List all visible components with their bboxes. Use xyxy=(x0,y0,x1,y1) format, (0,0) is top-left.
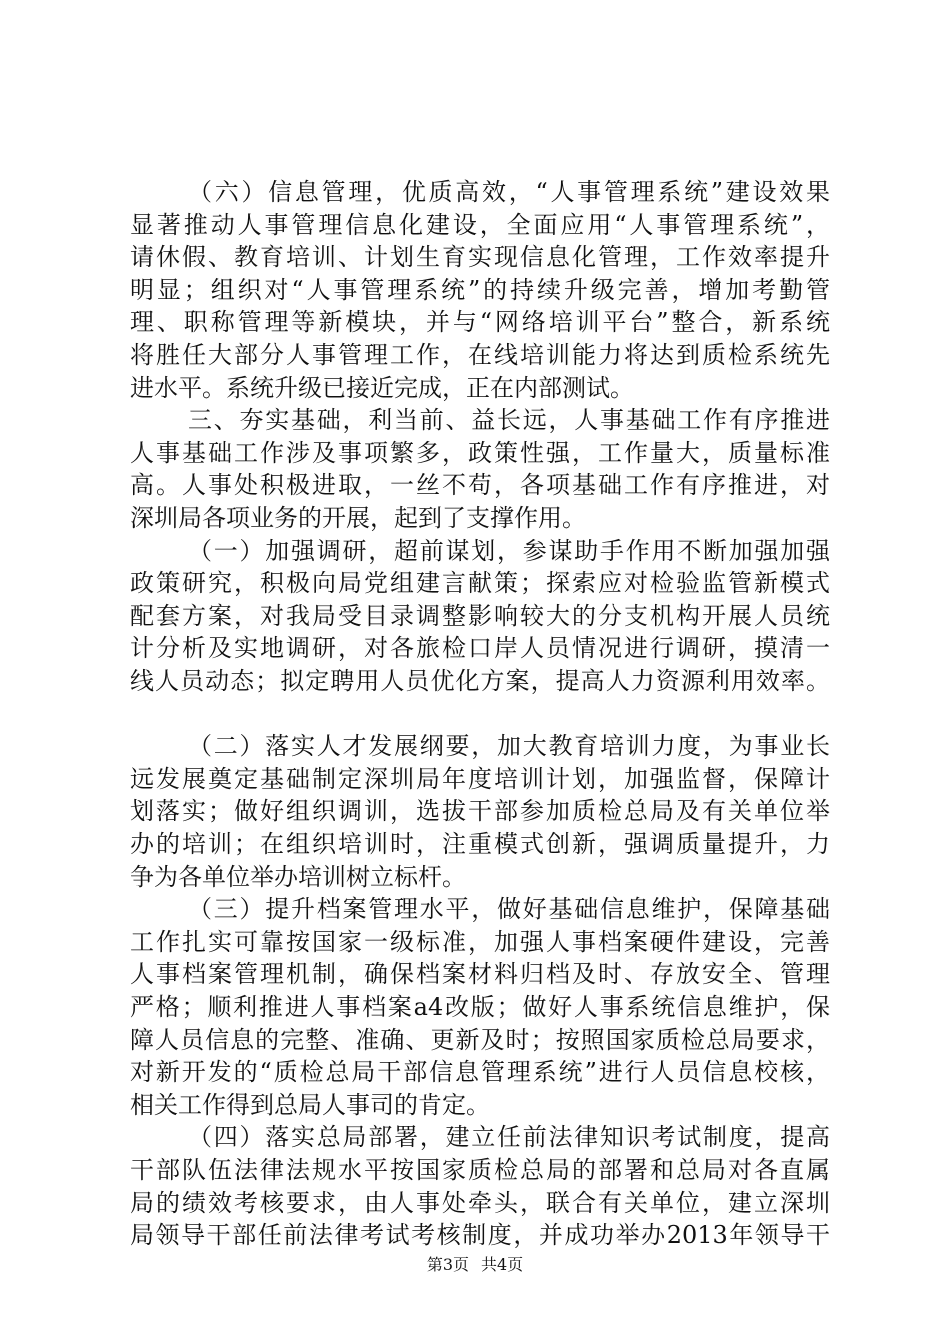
paragraph-line: 人事档案管理机制，确保档案材料归档及时、存放安全、管理 xyxy=(130,960,830,988)
paragraph-line: 争为各单位举办培训树立标杆。 xyxy=(130,863,466,891)
paragraph-line: 划落实；做好组织调训，选拔干部参加质检总局及有关单位举 xyxy=(130,797,830,825)
paragraph-line: 线人员动态；拟定聘用人员优化方案，提高人力资源利用效率。 xyxy=(130,667,830,695)
paragraph-line: （六）信息管理，优质高效，“人事管理系统”建设效果 xyxy=(188,178,830,206)
paragraph-line: 配套方案，对我局受目录调整影响较大的分支机构开展人员统 xyxy=(130,602,830,630)
paragraph-line: 人事基础工作涉及事项繁多，政策性强，工作量大，质量标准 xyxy=(130,439,830,467)
paragraph-line: 远发展奠定基础制定深圳局年度培训计划，加强监督，保障计 xyxy=(130,765,830,793)
paragraph-line: 对新开发的“质检总局干部信息管理系统”进行人员信息校核， xyxy=(130,1058,830,1086)
page-number: 第3页 xyxy=(426,1255,469,1274)
paragraph-line: 深圳局各项业务的开展，起到了支撑作用。 xyxy=(130,504,586,532)
paragraph-line: （一）加强调研，超前谋划，参谋助手作用不断加强加强 xyxy=(188,537,830,565)
paragraph-line: 干部队伍法律法规水平按国家质检总局的部署和总局对各直属 xyxy=(130,1156,830,1184)
page-footer xyxy=(0,1254,950,1276)
paragraph-line: （二）落实人才发展纲要，加大教育培训力度，为事业长 xyxy=(188,732,830,760)
paragraph-line: 将胜任大部分人事管理工作，在线培训能力将达到质检系统先 xyxy=(130,341,830,369)
paragraph-line: 请休假、教育培训、计划生育实现信息化管理，工作效率提升 xyxy=(130,243,830,271)
paragraph-line: 进水平。系统升级已接近完成，正在内部测试。 xyxy=(130,374,634,402)
paragraph-line: 局领导干部任前法律考试考核制度，并成功举办2013年领导干 xyxy=(130,1221,830,1249)
paragraph-line: （四）落实总局部署，建立任前法律知识考试制度，提高 xyxy=(188,1123,830,1151)
paragraph-line: 相关工作得到总局人事司的肯定。 xyxy=(130,1091,490,1119)
paragraph-line: 局的绩效考核要求，由人事处牵头，联合有关单位，建立深圳 xyxy=(130,1189,830,1217)
paragraph-line: 计分析及实地调研，对各旅检口岸人员情况进行调研，摸清一 xyxy=(130,634,830,662)
page-total: 共4页 xyxy=(481,1255,524,1274)
paragraph-line: 高。人事处积极进取，一丝不苟，各项基础工作有序推进，对 xyxy=(130,471,830,499)
paragraph-line: 严格；顺利推进人事档案a4改版；做好人事系统信息维护，保 xyxy=(130,993,830,1021)
paragraph-line: 工作扎实可靠按国家一级标准，加强人事档案硬件建设，完善 xyxy=(130,928,830,956)
paragraph-line: 理、职称管理等新模块，并与“网络培训平台”整合，新系统 xyxy=(130,308,830,336)
paragraph-line: 明显；组织对“人事管理系统”的持续升级完善，增加考勤管 xyxy=(130,276,830,304)
paragraph-line: 办的培训；在组织培训时，注重模式创新，强调质量提升，力 xyxy=(130,830,830,858)
section-heading-line: 三、夯实基础，利当前、益长远，人事基础工作有序推进 xyxy=(188,406,830,434)
paragraph-line: 障人员信息的完整、准确、更新及时；按照国家质检总局要求， xyxy=(130,1026,830,1054)
paragraph-line: （三）提升档案管理水平，做好基础信息维护，保障基础 xyxy=(188,895,830,923)
paragraph-line: 政策研究，积极向局党组建言献策；探索应对检验监管新模式 xyxy=(130,569,830,597)
paragraph-line: 显著推动人事管理信息化建设，全面应用“人事管理系统”， xyxy=(130,211,830,239)
